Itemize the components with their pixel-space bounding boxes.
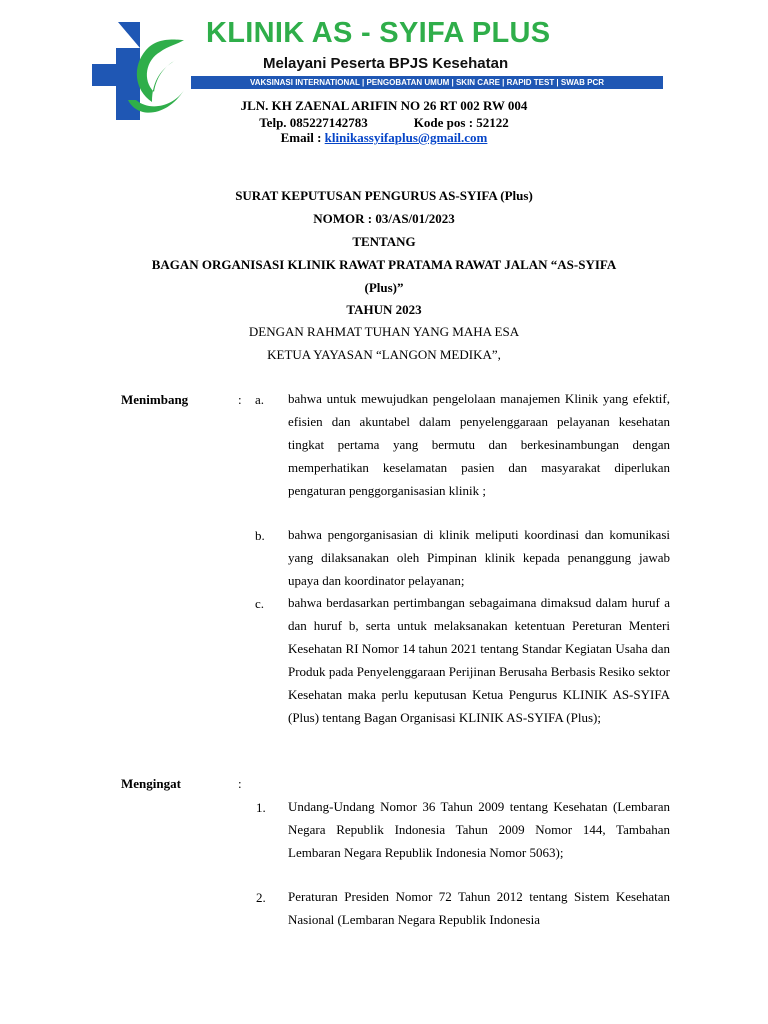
menimbang-colon: : [238,392,242,407]
list-marker: 2. [256,890,266,905]
decree-subject: BAGAN ORGANISASI KLINIK RAWAT PRATAMA RAWAT JALAN “AS-SYIFA [151,257,617,272]
mengingat-label: Mengingat [121,776,181,791]
list-item: Peraturan Presiden Nomor 72 Tahun 2012 tentang Sistem Kesehatan Nasional (Lembaran Negara Republik Indonesia [288,889,670,927]
postal-code: Kode pos : 52122 [413,115,509,130]
phone-number: Telp. 085227142783 [259,115,368,130]
mengingat-colon: : [238,776,242,791]
decree-subject-cont: (Plus)” [364,280,404,295]
list-item: bahwa berdasarkan pertimbangan sebagaimana dimaksud dalam huruf a dan huruf b, serta untuk melaksanakan ketentuan Pereturan Menteri Kesehatan RI Nomor 14 tahun 2021 tentang Standar Kegiatan Usaha dan Produk pada Penyelenggaraan Perijinan Berusaha Berbasis Resiko sektor Kesehatan maka perlu keputusan Ketua Pengurus KLINIK AS-SYIFA (Plus) tentang Bagan Organisasi KLINIK AS-SYIFA (Plus); [288,595,670,725]
services-banner: VAKSINASI INTERNATIONAL | PENGOBATAN UMUM | SKIN CARE | RAPID TEST | SWAB PCR [191,76,663,89]
decree-year: TAHUN 2023 [346,302,422,317]
issuer: KETUA YAYASAN “LANGON MEDIKA”, [267,347,501,362]
clinic-tagline: Melayani Peserta BPJS Kesehatan [263,55,509,72]
address-text: JLN. KH ZAENAL ARIFIN NO 26 RT 002 RW 004 [240,98,528,113]
decree-about: TENTANG [352,234,416,249]
decree-title: SURAT KEPUTUSAN PENGURUS AS-SYIFA (Plus) [235,188,533,203]
list-item: Undang-Undang Nomor 36 Tahun 2009 tentang Kesehatan (Lembaran Negara Republik Indonesia Tahun 2009 Nomor 144, Tambahan Lembaran Negara Republik Indonesia Nomor 5063); [288,799,670,860]
contact-line [0,115,768,131]
invocation: DENGAN RAHMAT TUHAN YANG MAHA ESA [248,324,520,339]
list-marker: a. [255,392,265,407]
list-item: bahwa pengorganisasian di klinik meliputi koordinasi dan komunikasi yang dilaksanakan oleh Pimpinan klinik kepada penanggung jawab upaya dan koordinator pelayanan; [288,527,670,588]
list-marker: c. [255,596,265,611]
list-item: bahwa untuk mewujudkan pengelolaan manajemen Klinik yang efektif, efisien dan akuntabel dalam penyelenggaraan pelayanan kesehatan tingkat pertama yang bermutu dan berkesinambungan dengan memperhatikan keselamatan pasien dan masyarakat diperlukan pengaturan penggorganisasian klinik ; [288,391,670,498]
email-link[interactable]: klinikassyifaplus@gmail.com [324,130,488,145]
list-marker: 1. [256,800,266,815]
email-line [0,130,768,146]
menimbang-label: Menimbang [121,392,189,407]
list-marker: b. [255,528,265,543]
clinic-address [0,98,768,114]
email-label: Email : [280,130,322,145]
clinic-name: KLINIK AS - SYIFA PLUS [206,17,551,49]
decree-number: NOMOR : 03/AS/01/2023 [313,211,455,226]
